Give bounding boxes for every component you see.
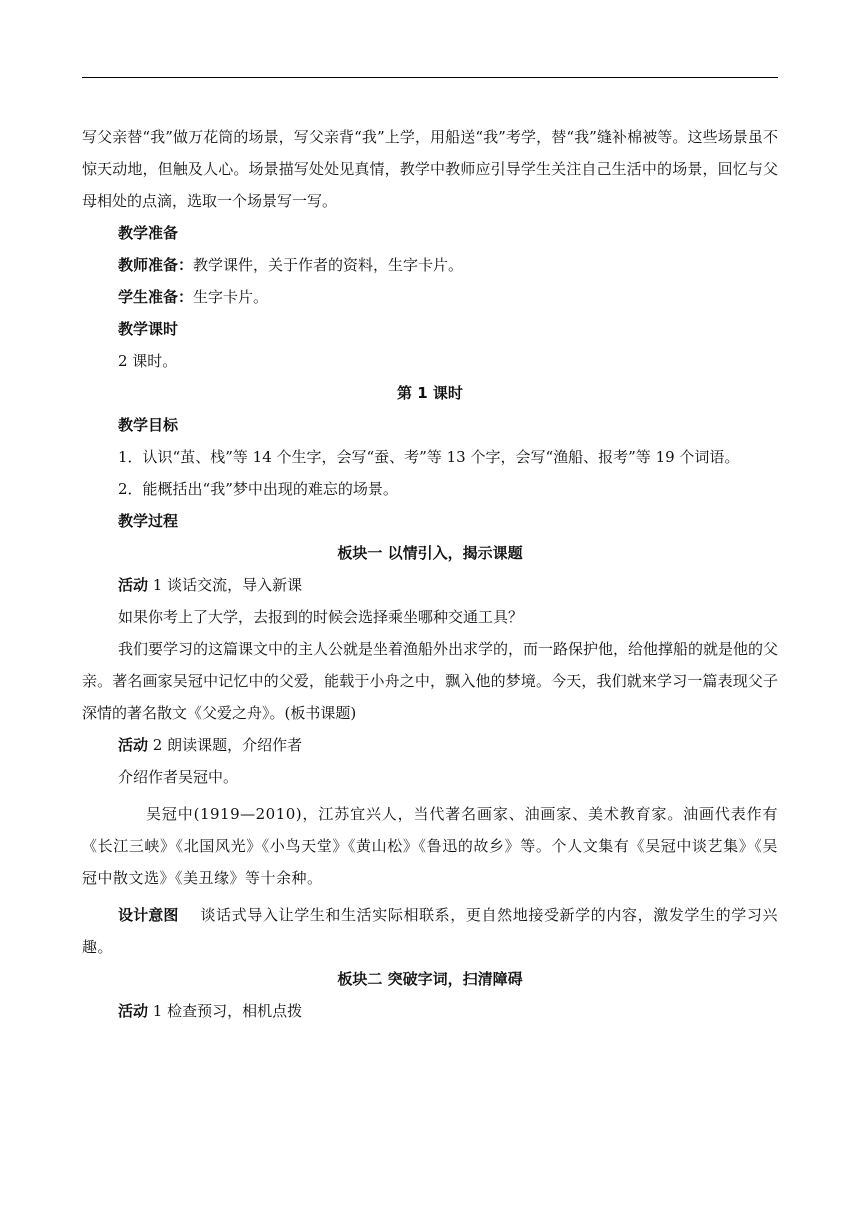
student-prep-text: 生字卡片。 bbox=[193, 288, 269, 306]
lesson-title: 第 1 课时 bbox=[397, 384, 463, 402]
header-rule bbox=[82, 77, 778, 78]
block1-activity1 bbox=[82, 569, 778, 601]
hours-heading: 教学课时 bbox=[118, 320, 179, 338]
intro-paragraph: 写父亲替“我”做万花筒的场景，写父亲背“我”上学，用船送“我”考学，替“我”缝补棉被等。这些场景虽不惊天动地，但触及人心。场景描写处处见真情，教学中教师应引导学生关注自己生活中的场景，回忆与父母相处的点滴，选取一个场景写一写。 bbox=[82, 128, 778, 210]
student-prep bbox=[82, 281, 778, 313]
activity-text: 1 谈话交流，导入新课 bbox=[148, 576, 303, 594]
teacher-prep-text: 教学课件，关于作者的资料，生字卡片。 bbox=[193, 256, 464, 274]
design-intent-label: 设计意图 bbox=[118, 906, 179, 924]
goals-heading: 教学目标 bbox=[118, 416, 179, 434]
activity-label: 活动 bbox=[118, 736, 149, 754]
student-prep-label: 学生准备： bbox=[118, 288, 194, 306]
activity-text: 2 朗读课题，介绍作者 bbox=[148, 736, 303, 754]
block1-activity2 bbox=[82, 729, 778, 761]
hours-text: 2 课时。 bbox=[118, 352, 178, 370]
question-paragraph: 如果你考上了大学，去报到的时候会选择乘坐哪种交通工具？ bbox=[118, 608, 524, 626]
author-intro: 介绍作者吴冠中。 bbox=[118, 768, 239, 786]
design-intent bbox=[82, 899, 778, 963]
goal-1: 1．认识“茧、栈”等 14 个生字，会写“蚕、考”等 13 个字，会写“渔船、报考”等 19 个词语。 bbox=[118, 448, 740, 466]
activity-label: 活动 bbox=[118, 576, 149, 594]
document-body bbox=[82, 121, 778, 1027]
block2-activity1 bbox=[82, 995, 778, 1027]
goal-2: 2．能概括出“我”梦中出现的难忘的场景。 bbox=[118, 480, 398, 498]
design-intent-text: 谈话式导入让学生和生活实际相联系，更自然地接受新学的内容，激发学生的学习兴趣。 bbox=[82, 906, 778, 956]
process-heading: 教学过程 bbox=[118, 512, 179, 530]
block2-title: 板块二 突破字词，扫清障碍 bbox=[337, 970, 523, 988]
prep-heading: 教学准备 bbox=[118, 224, 179, 242]
block1-title: 板块一 以情引入，揭示课题 bbox=[337, 544, 523, 562]
teacher-prep-label: 教师准备： bbox=[118, 256, 194, 274]
teacher-prep bbox=[82, 249, 778, 281]
author-bio: 吴冠中(1919—2010)，江苏宜兴人，当代著名画家、油画家、美术教育家。油画代表作有《长江三峡》《北国风光》《小鸟天堂》《黄山松》《鲁迅的故乡》等。个人文集有《吴冠中谈艺集》《吴冠中散文选》《美丑缘》等十余种。 bbox=[82, 805, 778, 887]
activity-label: 活动 bbox=[118, 1002, 149, 1020]
lead-in-paragraph: 我们要学习的这篇课文中的主人公就是坐着渔船外出求学的，而一路保护他，给他撑船的就是他的父亲。著名画家吴冠中记忆中的父爱，能载于小舟之中，飘入他的梦境。今天，我们就来学习一篇表现父子深情的著名散文《父爱之舟》。(板书课题) bbox=[82, 640, 779, 722]
activity-text: 1 检查预习，相机点拨 bbox=[148, 1002, 303, 1020]
